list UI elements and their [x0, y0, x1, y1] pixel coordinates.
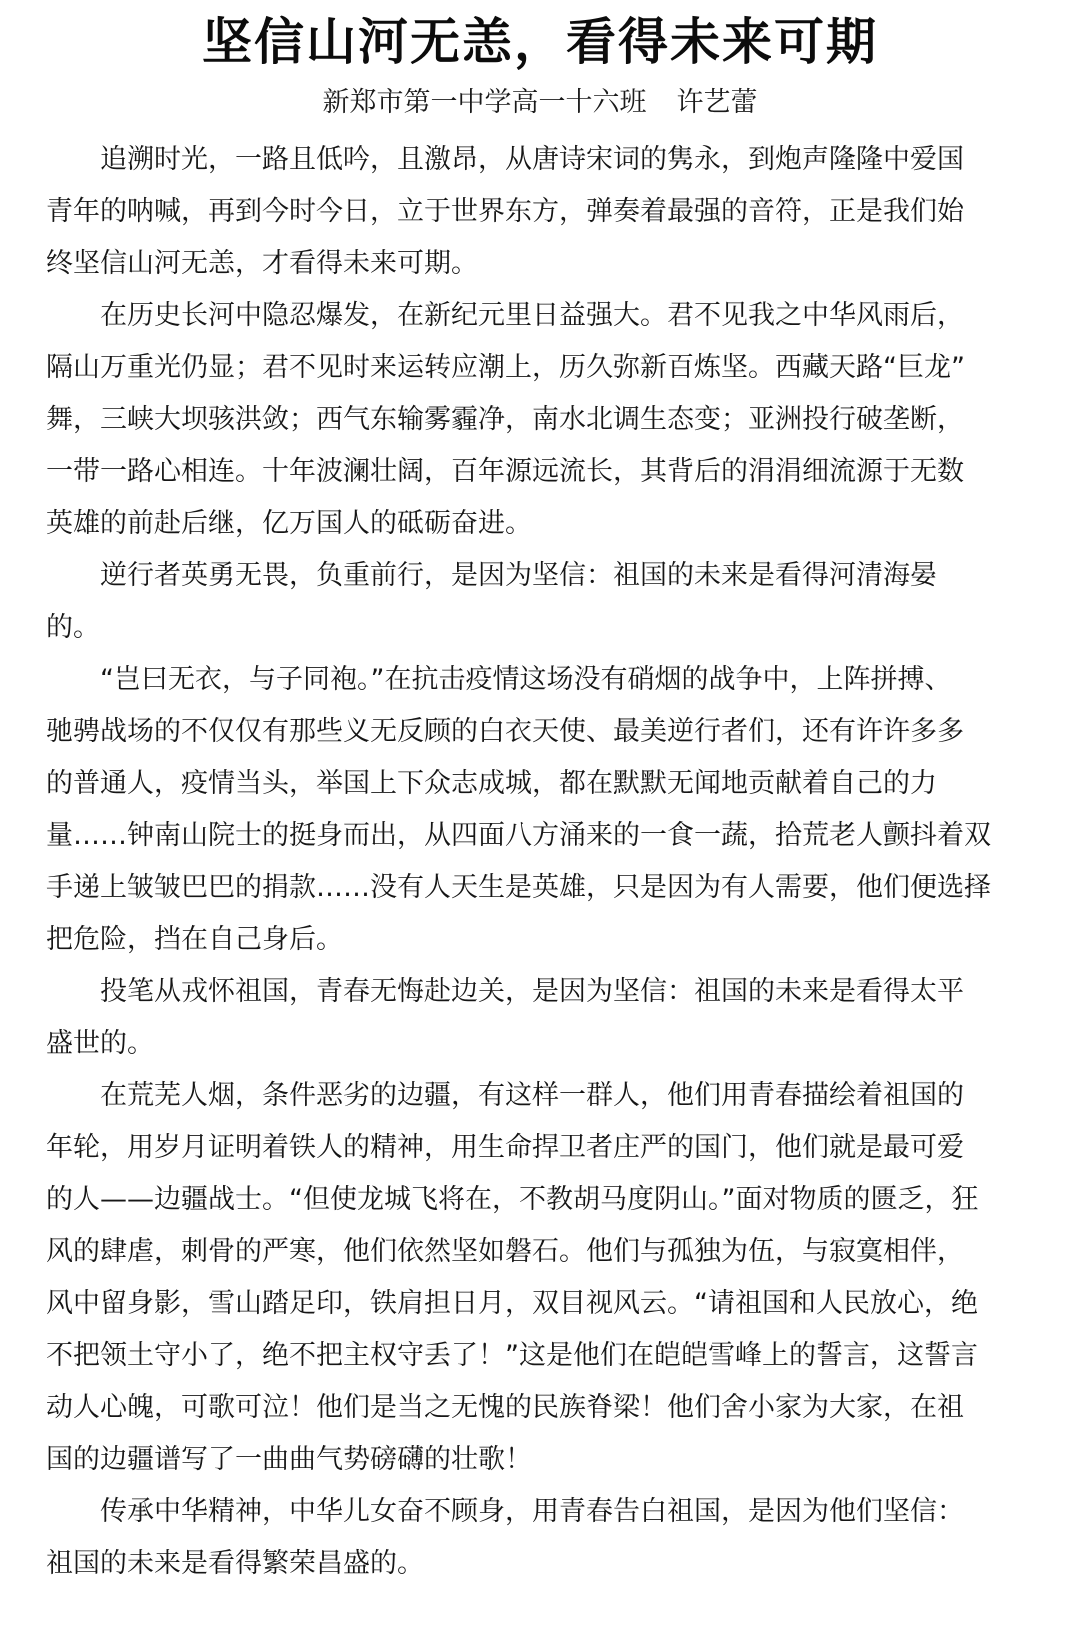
paragraph-line: 在荒芜人烟，条件恶劣的边疆，有这样一群人，他们用青春描绘着祖国的 — [100, 1080, 964, 1111]
author-school: 新郑市第一中学高一十六班 — [322, 87, 647, 118]
paragraph-line: 驰骋战场的不仅仅有那些义无反顾的白衣天使、最美逆行者们，还有许许多多 — [46, 716, 964, 747]
article-body — [46, 134, 1034, 1590]
paragraph-line: 不把领土守小了，绝不把主权守丢了！”这是他们在皑皑雪峰上的誓言，这誓言 — [46, 1340, 978, 1371]
paragraph-line: 的人——边疆战士。“但使龙城飞将在，不教胡马度阴山。”面对物质的匮乏，狂 — [46, 1184, 979, 1215]
paragraph-line: 一带一路心相连。十年波澜壮阔，百年源远流长，其背后的涓涓细流源于无数 — [46, 456, 964, 487]
paragraph-line: 青年的呐喊，再到今时今日，立于世界东方，弹奏着最强的音符，正是我们始 — [46, 196, 964, 227]
article-paragraph — [46, 1070, 1034, 1486]
paragraph-line: 风的肆虐，刺骨的严寒，他们依然坚如磐石。他们与孤独为伍，与寂寞相伴， — [46, 1236, 964, 1267]
paragraph-line: 的。 — [46, 612, 100, 643]
article-title: 坚信山河无恙，看得未来可期 — [202, 13, 878, 71]
author-byline — [46, 78, 1034, 128]
paragraph-line: 终坚信山河无恙，才看得未来可期。 — [46, 248, 478, 279]
paragraph-line: 在历史长河中隐忍爆发，在新纪元里日益强大。君不见我之中华风雨后， — [100, 300, 964, 331]
paragraph-line: 动人心魄，可歌可泣！他们是当之无愧的民族脊梁！他们舍小家为大家，在祖 — [46, 1392, 964, 1423]
paragraph-line: 国的边疆谱写了一曲曲气势磅礴的壮歌！ — [46, 1444, 532, 1475]
paragraph-line: 年轮，用岁月证明着铁人的精神，用生命捍卫者庄严的国门，他们就是最可爱 — [46, 1132, 964, 1163]
paragraph-line: 风中留身影，雪山踏足印，铁肩担日月，双目视风云。“请祖国和人民放心，绝 — [46, 1288, 978, 1319]
paragraph-line: 追溯时光，一路且低吟，且激昂，从唐诗宋词的隽永，到炮声隆隆中爱国 — [100, 144, 964, 175]
paragraph-line: 祖国的未来是看得繁荣昌盛的。 — [46, 1548, 424, 1579]
paragraph-line: “岂曰无衣，与子同袍。”在抗击疫情这场没有硝烟的战争中，上阵拼搏、 — [100, 664, 952, 695]
article-paragraph — [46, 654, 1034, 966]
paragraph-line: 盛世的。 — [46, 1028, 154, 1059]
article-paragraph — [46, 966, 1034, 1070]
article-paragraph — [46, 550, 1034, 654]
paragraph-line: 逆行者英勇无畏，负重前行，是因为坚信：祖国的未来是看得河清海晏 — [100, 560, 937, 591]
paragraph-line: 隔山万重光仍显；君不见时来运转应潮上，历久弥新百炼坚。西藏天路“巨龙” — [46, 352, 965, 383]
author-name: 许艺蕾 — [676, 87, 758, 118]
paragraph-line: 英雄的前赴后继，亿万国人的砥砺奋进。 — [46, 508, 532, 539]
article-paragraph — [46, 290, 1034, 550]
paragraph-line: 的普通人，疫情当头，举国上下众志成城，都在默默无闻地贡献着自己的力 — [46, 768, 937, 799]
paragraph-line: 量……钟南山院士的挺身而出，从四面八方涌来的一食一蔬，拾荒老人颤抖着双 — [46, 820, 991, 851]
paragraph-line: 舞，三峡大坝骇洪敛；西气东输雾霾净，南水北调生态变；亚洲投行破垄断， — [46, 404, 964, 435]
article-paragraph — [46, 134, 1034, 290]
paragraph-line: 投笔从戎怀祖国，青春无悔赴边关，是因为坚信：祖国的未来是看得太平 — [100, 976, 964, 1007]
paragraph-line: 把危险，挡在自己身后。 — [46, 924, 343, 955]
article-paragraph — [46, 1486, 1034, 1590]
paragraph-line: 手递上皱皱巴巴的捐款……没有人天生是英雄，只是因为有人需要，他们便选择 — [46, 872, 991, 903]
paragraph-line: 传承中华精神，中华儿女奋不顾身，用青春告白祖国，是因为他们坚信： — [100, 1496, 964, 1527]
